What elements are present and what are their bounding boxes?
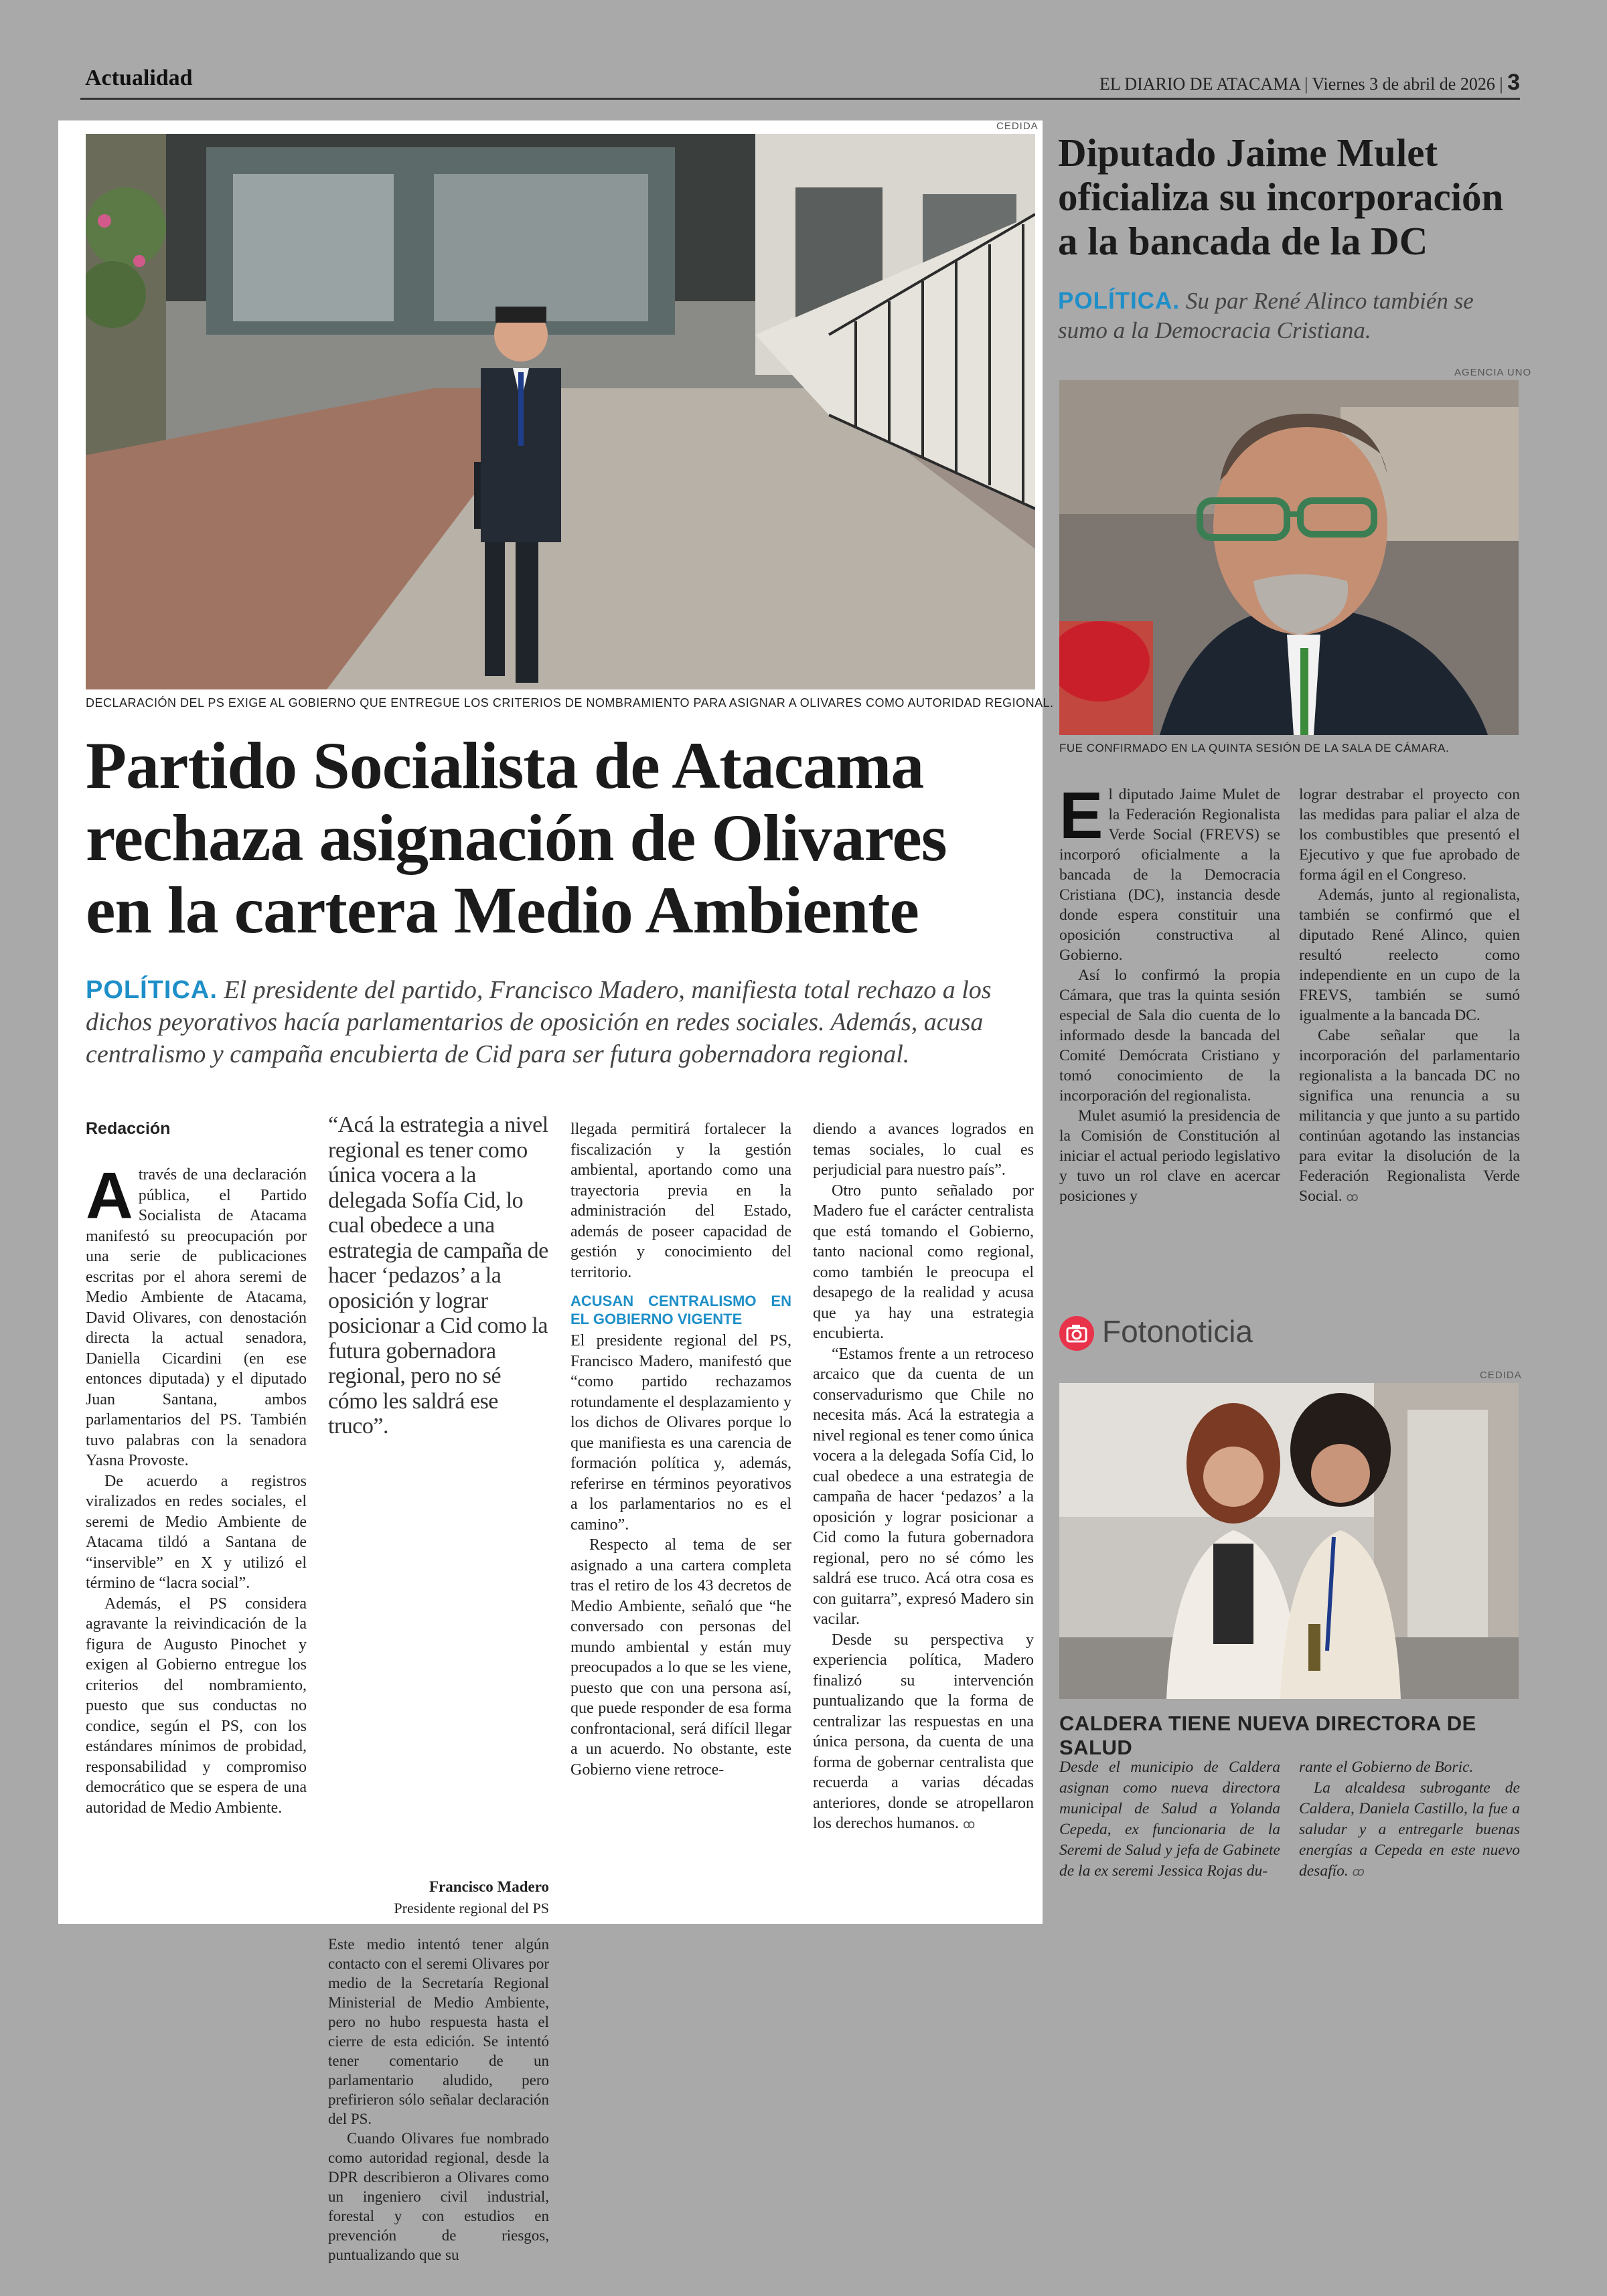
drop-cap: A <box>86 1159 133 1232</box>
paragraph: La alcaldesa subrogante de Caldera, Daniela Castillo, la fue a saludar y a entregarle buenas energías a Cepeda en este nuevo desafío. ꝏ <box>1299 1779 1520 1880</box>
paragraph: Además, el PS considera agravante la reivindicación de la figura de Augusto Pinochet y exigen al Gobierno entregue los criterios del nombramiento, puesto que sus conductas no condice, según el PS, con los estándares mínimos de probidad, responsabilidad y compromiso democrático que se espera de una autoridad de Medio Ambiente. <box>86 1594 307 1817</box>
folio: EL DIARIO DE ATACAMA | Viernes 3 de abril de 2026 | 3 <box>1099 70 1520 95</box>
paragraph: Desde el municipio de Caldera asignan como nueva directora municipal de Salud a Yolanda Cepeda, ex funcionaria de la Seremi de Salud y jefa de Gabinete de la ex seremi Jessica Rojas du- <box>1059 1758 1280 1880</box>
paragraph: Mulet asumió la presidencia de la Comisión de Constitución al iniciar el actual periodo legislativo y tuvo un rol clave en acercar posiciones y <box>1059 1107 1280 1205</box>
subhead: ACUSAN CENTRALISMO EN EL GOBIERNO VIGENTE <box>570 1293 791 1327</box>
deck-tag: POLÍTICA. <box>86 976 218 1004</box>
paragraph: “Estamos frente a un retroceso arcaico que da cuenta de un conservadurismo que Chile no necesita más. Acá la estrategia a nivel regional es tener como única vocera a la delegada Sofía Cid, lo cual obedece a una estrategia de campaña de hacer ‘pedazos’ a la oposición y lograr posicionar a Cid como la futura gobernadora regional, pero no sé cómo les saldrá ese truco. Acá otra cosa es con guitarra”, expresó Madero sin vacilar. <box>813 1345 1034 1628</box>
side-photo <box>1059 380 1519 735</box>
foto-column-1 <box>1059 1757 1280 1882</box>
side-caption: FUE CONFIRMADO EN LA QUINTA SESIÓN DE LA SALA DE CÁMARA. <box>1059 742 1450 754</box>
foto-column-2 <box>1299 1757 1520 1882</box>
camera-icon <box>1059 1316 1094 1351</box>
paragraph: Este medio intentó tener algún contacto con el seremi Olivares por medio de la Secretaría Regional Ministerial de Medio Ambiente, pero no hubo respuesta hasta el cierre de esta edición. Se intentó tener comentario de un parlamentario aludido, pero prefirieron sólo señalar declaración del PS. <box>328 1936 549 2127</box>
paragraph: llegada permitirá fortalecer la fiscalización y la gestión ambiental, aportando como una trayectoria previa en la administración del Estado, además de poseer capacidad de gestión y conocimiento del territorio. <box>570 1121 791 1281</box>
end-mark-icon: ꝏ <box>1352 1865 1365 1879</box>
end-mark-icon: ꝏ <box>1346 1190 1359 1204</box>
foto-photo <box>1059 1383 1519 1699</box>
deck-tag: POLÍTICA. <box>1058 288 1180 314</box>
paragraph: De acuerdo a registros viralizados en redes sociales, el seremi de Medio Ambiente de Atacama tildó a Santana de “inservible” en X y utilizó el término de “lacra social”. <box>86 1472 307 1592</box>
issue-date: Viernes 3 de abril de 2026 <box>1312 74 1495 94</box>
foto-headline: CALDERA TIENE NUEVA DIRECTORA DE SALUD <box>1059 1712 1476 1759</box>
header-rule <box>80 98 1520 100</box>
paragraph: Cuando Olivares fue nombrado como autoridad regional, desde la DPR describieron a Olivares como un ingeniero civil industrial, forestal y con estudios en prevención de riesgos, puntualizando que su <box>328 2130 549 2263</box>
main-photo-credit: CEDIDA <box>996 120 1039 132</box>
side-column-2 <box>1299 785 1520 1208</box>
foto-photo-credit: CEDIDA <box>1480 1370 1522 1381</box>
paper-name: EL DIARIO DE ATACAMA <box>1099 74 1300 94</box>
drop-cap: E <box>1059 778 1103 852</box>
byline: Redacción <box>86 1119 171 1138</box>
paragraph: diendo a avances logrados en temas sociales, lo cual es perjudicial para nuestro país”. <box>813 1121 1034 1179</box>
paragraph: El diputado Jaime Mulet de la Federación Regionalista Verde Social (FREVS) se incorporó oficialmente a la bancada de la Democracia Cristiana (DC), instancia desde donde espera constituir una oposición constructiva al Gobierno. <box>1059 778 1280 964</box>
main-column-4 <box>813 1119 1034 1835</box>
paragraph: lograr destrabar el proyecto con las medidas para paliar el alza de los combustibles que presentó el Ejecutivo y que fue aprobado de forma ágil en el Congreso. <box>1299 786 1520 884</box>
side-deck <box>1058 286 1527 345</box>
main-photo <box>86 134 1035 689</box>
paragraph: El presidente regional del PS, Francisco Madero, manifestó que “como partido rechazamos rotundamente el desplazamiento y los dichos de Olivares porque lo que manifiesta es una carencia de formación política y, además, referirse en términos peyorativos a los parlamentarios no es el camino”. <box>570 1332 791 1534</box>
paragraph: Cabe señalar que la incorporación del parlamentario regionalista a la bancada DC no significa una renuncia a su militancia y que junto a su partido continúan agotando las instancias para evitar la disolución de la Federación Regionalista Verde Social. ꝏ <box>1299 1027 1520 1205</box>
paragraph: Otro punto señalado por Madero fue el carácter centralista que está tomando el Gobierno, tanto nacional como regional, como también le preocupa el desapego de la realidad y acusa que ya hay una estrategia encubierta. <box>813 1181 1034 1342</box>
pull-quote: “Acá la estrategia a nivel regional es tener como única vocera a la delegada Sofía Cid, lo cual obedece a una estrategia de campaña de hacer ‘pedazos’ a la oposición y lograr posicionar a Cid como la futura gobernadora regional, pero no sé cómo les saldrá ese truco”. <box>328 1113 548 1439</box>
main-headline: Partido Socialista de Atacama rechaza asignación de Olivares en la cartera Medio Ambiente <box>86 728 947 947</box>
main-column-1 <box>86 1159 307 1818</box>
quote-author: Francisco Madero <box>429 1878 549 1895</box>
paragraph: rante el Gobierno de Boric. <box>1299 1758 1474 1776</box>
main-caption: DECLARACIÓN DEL PS EXIGE AL GOBIERNO QUE ENTREGUE LOS CRITERIOS DE NOMBRAMIENTO PARA ASIGNAR A OLIVARES COMO AUTORIDAD REGIONAL. <box>86 696 1054 710</box>
main-column-3 <box>570 1119 791 1780</box>
paragraph: Através de una declaración pública, el Partido Socialista de Atacama manifestó su preocupación por una serie de publicaciones escritas por el ahora seremi de Medio Ambiente de Atacama, David Olivares, con denostación directa la actual senadora, Daniella Cicardini (en ese entonces diputada) y el diputado Juan Santana, ambos parlamentarios del PS. También tuvo palabras con la senadora Yasna Provoste. <box>86 1159 307 1469</box>
main-deck <box>86 974 1023 1070</box>
section-label: Actualidad <box>85 66 193 90</box>
paragraph: Respecto al tema de ser asignado a una cartera completa tras el retiro de los 43 decretos de Medio Ambiente, señaló que “he conversado con personas del mundo ambiental y están muy preocupados a lo que se les viene, puesto que con una persona así, que puede responder de esa forma confrontacional, será difícil llegar a un acuerdo. No obstante, este Gobierno viene retroce- <box>570 1536 791 1779</box>
fotonoticia-label: Fotonoticia <box>1102 1314 1253 1349</box>
page-number: 3 <box>1507 70 1520 95</box>
side-photo-credit: AGENCIA UNO <box>1454 367 1532 378</box>
side-headline: Diputado Jaime Mulet oficializa su incorporación a la bancada de la DC <box>1058 131 1504 263</box>
deck-text: Su par René Alinco también se sumo a la Democracia Cristiana. <box>1058 288 1474 343</box>
side-column-1 <box>1059 778 1280 1206</box>
end-mark-icon: ꝏ <box>962 1817 976 1831</box>
main-column-2 <box>328 1935 549 2265</box>
paragraph: Además, junto al regionalista, también se confirmó que el diputado René Alinco, quien resultó reelecto como independiente en un cupo de la FREVS, también se sumó igualmente a la bancada DC. <box>1299 886 1520 1024</box>
paragraph: Así lo confirmó la propia Cámara, que tras la quinta sesión especial de Sala dio cuenta de lo informado desde la bancada del Comité Demócrata Cristiano y tomó conocimiento de la incorporación del regionalista. <box>1059 967 1280 1104</box>
quote-role: Presidente regional del PS <box>394 1900 549 1916</box>
paragraph: Desde su perspectiva y experiencia política, Madero finalizó su intervención puntualizando que la forma de centralizar las respuestas en una única persona, da cuenta de una forma de gobernar centralista que recuerda a varias décadas anteriores, donde se atropellaron los derechos humanos. ꝏ <box>813 1631 1034 1832</box>
deck-text: El presidente del partido, Francisco Madero, manifiesta total rechazo a los dichos peyorativos hacía parlamentarios de oposición en redes sociales. Además, acusa centralismo y campaña encubierta de Cid para ser futura gobernadora regional. <box>86 976 992 1068</box>
